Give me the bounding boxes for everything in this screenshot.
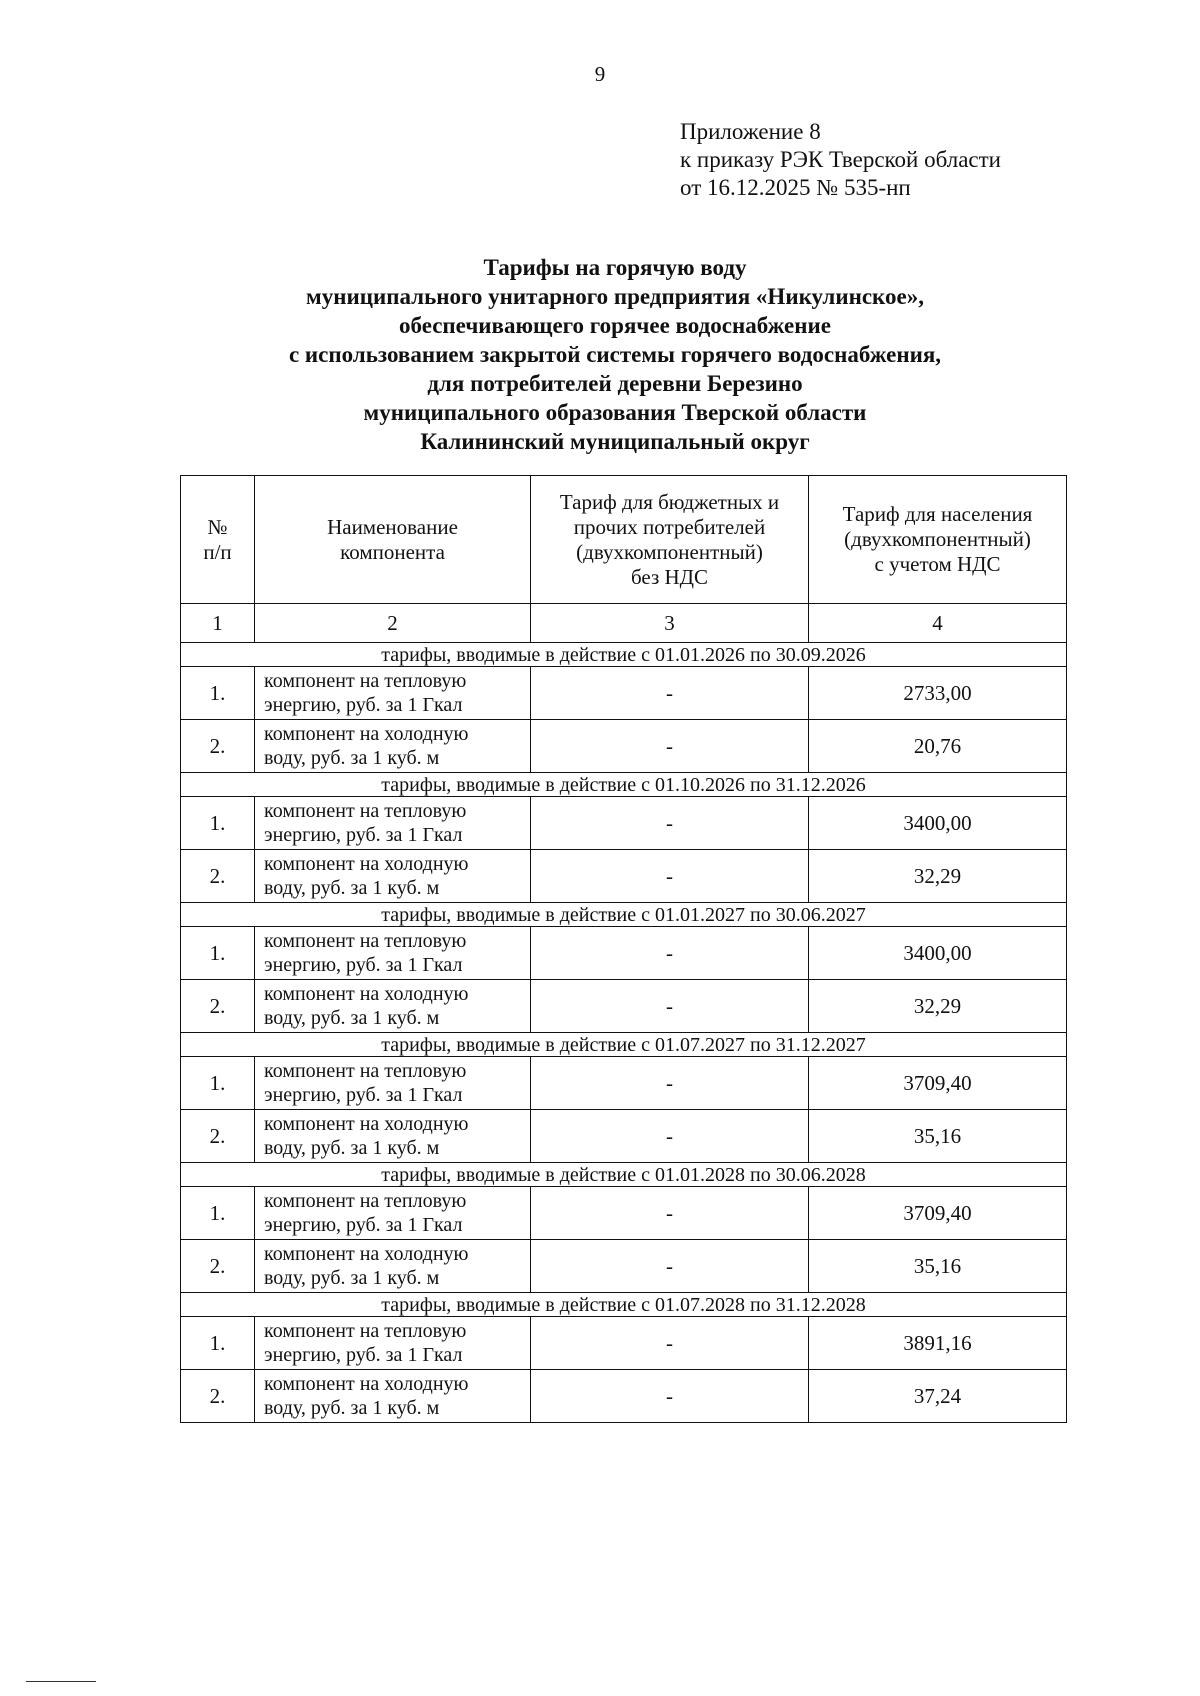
table-body: [181, 643, 1067, 1423]
period-row: [181, 1163, 1067, 1187]
header-cell-name: Наименование компонента: [255, 476, 531, 604]
population-tariff-value: 35,16: [809, 1110, 1067, 1163]
population-tariff-value: 32,29: [809, 850, 1067, 903]
table-row: [181, 980, 1067, 1033]
population-tariff-value: 3709,40: [809, 1187, 1067, 1240]
population-tariff-value: 35,16: [809, 1240, 1067, 1293]
component-name: компонент на холодную воду, руб. за 1 куб. м: [255, 720, 531, 773]
title-line: Калининский муниципальный округ: [420, 429, 810, 454]
budget-tariff-value: -: [531, 1240, 809, 1293]
row-number: 2.: [181, 1240, 255, 1293]
column-number: 1: [181, 604, 255, 643]
budget-tariff-value: -: [531, 797, 809, 850]
period-row: [181, 643, 1067, 667]
population-tariff-value: 3400,00: [809, 797, 1067, 850]
table-row: [181, 1187, 1067, 1240]
appendix-line: к приказу РЭК Тверской области: [680, 147, 1001, 172]
row-number: 2.: [181, 980, 255, 1033]
table-row: [181, 667, 1067, 720]
column-number: 2: [255, 604, 531, 643]
period-label: тарифы, вводимые в действие с 01.01.2028 по 30.06.2028: [181, 1163, 1067, 1187]
budget-tariff-value: -: [531, 850, 809, 903]
table-row: [181, 1240, 1067, 1293]
population-tariff-value: 2733,00: [809, 667, 1067, 720]
footer-divider: [26, 1681, 96, 1682]
component-name: компонент на холодную воду, руб. за 1 куб. м: [255, 1110, 531, 1163]
row-number: 1.: [181, 1187, 255, 1240]
title-line: муниципального унитарного предприятия «Никулинское»,: [306, 284, 924, 309]
row-number: 2.: [181, 1110, 255, 1163]
appendix-block: [680, 118, 1001, 202]
page-number: 9: [594, 62, 606, 86]
population-tariff-value: 20,76: [809, 720, 1067, 773]
component-name: компонент на холодную воду, руб. за 1 куб. м: [255, 980, 531, 1033]
row-number: 1.: [181, 927, 255, 980]
population-tariff-value: 3891,16: [809, 1317, 1067, 1370]
appendix-line: от 16.12.2025 № 535-нп: [680, 175, 911, 200]
period-label: тарифы, вводимые в действие с 01.10.2026 по 31.12.2026: [181, 773, 1067, 797]
document-title: [0, 253, 1200, 456]
period-label: тарифы, вводимые в действие с 01.01.2027 по 30.06.2027: [181, 903, 1067, 927]
period-row: [181, 1293, 1067, 1317]
budget-tariff-value: -: [531, 980, 809, 1033]
population-tariff-value: 37,24: [809, 1370, 1067, 1423]
appendix-line: Приложение 8: [680, 119, 821, 144]
table-row: [181, 927, 1067, 980]
component-name: компонент на тепловую энергию, руб. за 1 Гкал: [255, 1057, 531, 1110]
column-number: 3: [531, 604, 809, 643]
component-name: компонент на холодную воду, руб. за 1 куб. м: [255, 850, 531, 903]
row-number: 1.: [181, 1317, 255, 1370]
row-number: 2.: [181, 850, 255, 903]
component-name: компонент на холодную воду, руб. за 1 куб. м: [255, 1370, 531, 1423]
component-name: компонент на тепловую энергию, руб. за 1 Гкал: [255, 797, 531, 850]
title-line: муниципального образования Тверской области: [363, 400, 867, 425]
column-number-row: [181, 604, 1067, 643]
title-line: для потребителей деревни Березино: [427, 371, 803, 396]
budget-tariff-value: -: [531, 720, 809, 773]
table-row: [181, 1370, 1067, 1423]
row-number: 2.: [181, 1370, 255, 1423]
period-row: [181, 773, 1067, 797]
header-cell-population-tariff: Тариф для населения (двухкомпонентный) с учетом НДС: [809, 476, 1067, 604]
period-label: тарифы, вводимые в действие с 01.01.2026 по 30.09.2026: [181, 643, 1067, 667]
table-row: [181, 1110, 1067, 1163]
header-cell-number: № п/п: [181, 476, 255, 604]
table-header: [181, 476, 1067, 643]
period-label: тарифы, вводимые в действие с 01.07.2028 по 31.12.2028: [181, 1293, 1067, 1317]
period-row: [181, 1033, 1067, 1057]
row-number: 1.: [181, 667, 255, 720]
table-row: [181, 850, 1067, 903]
title-line: Тарифы на горячую воду: [483, 255, 747, 280]
table-row: [181, 1057, 1067, 1110]
population-tariff-value: 3709,40: [809, 1057, 1067, 1110]
header-row: [181, 476, 1067, 604]
budget-tariff-value: -: [531, 1057, 809, 1110]
component-name: компонент на тепловую энергию, руб. за 1 Гкал: [255, 667, 531, 720]
budget-tariff-value: -: [531, 667, 809, 720]
tariff-table: [180, 475, 1067, 1423]
title-line: обеспечивающего горячее водоснабжение: [399, 313, 831, 338]
row-number: 2.: [181, 720, 255, 773]
budget-tariff-value: -: [531, 1187, 809, 1240]
budget-tariff-value: -: [531, 1317, 809, 1370]
column-number: 4: [809, 604, 1067, 643]
row-number: 1.: [181, 1057, 255, 1110]
budget-tariff-value: -: [531, 927, 809, 980]
population-tariff-value: 32,29: [809, 980, 1067, 1033]
budget-tariff-value: -: [531, 1110, 809, 1163]
period-row: [181, 903, 1067, 927]
component-name: компонент на тепловую энергию, руб. за 1 Гкал: [255, 1317, 531, 1370]
table-row: [181, 720, 1067, 773]
component-name: компонент на тепловую энергию, руб. за 1 Гкал: [255, 1187, 531, 1240]
row-number: 1.: [181, 797, 255, 850]
title-line: с использованием закрытой системы горячего водоснабжения,: [288, 342, 942, 367]
table-row: [181, 797, 1067, 850]
header-cell-budget-tariff: Тариф для бюджетных и прочих потребителей (двухкомпонентный) без НДС: [531, 476, 809, 604]
table-row: [181, 1317, 1067, 1370]
component-name: компонент на тепловую энергию, руб. за 1 Гкал: [255, 927, 531, 980]
period-label: тарифы, вводимые в действие с 01.07.2027 по 31.12.2027: [181, 1033, 1067, 1057]
population-tariff-value: 3400,00: [809, 927, 1067, 980]
component-name: компонент на холодную воду, руб. за 1 куб. м: [255, 1240, 531, 1293]
budget-tariff-value: -: [531, 1370, 809, 1423]
